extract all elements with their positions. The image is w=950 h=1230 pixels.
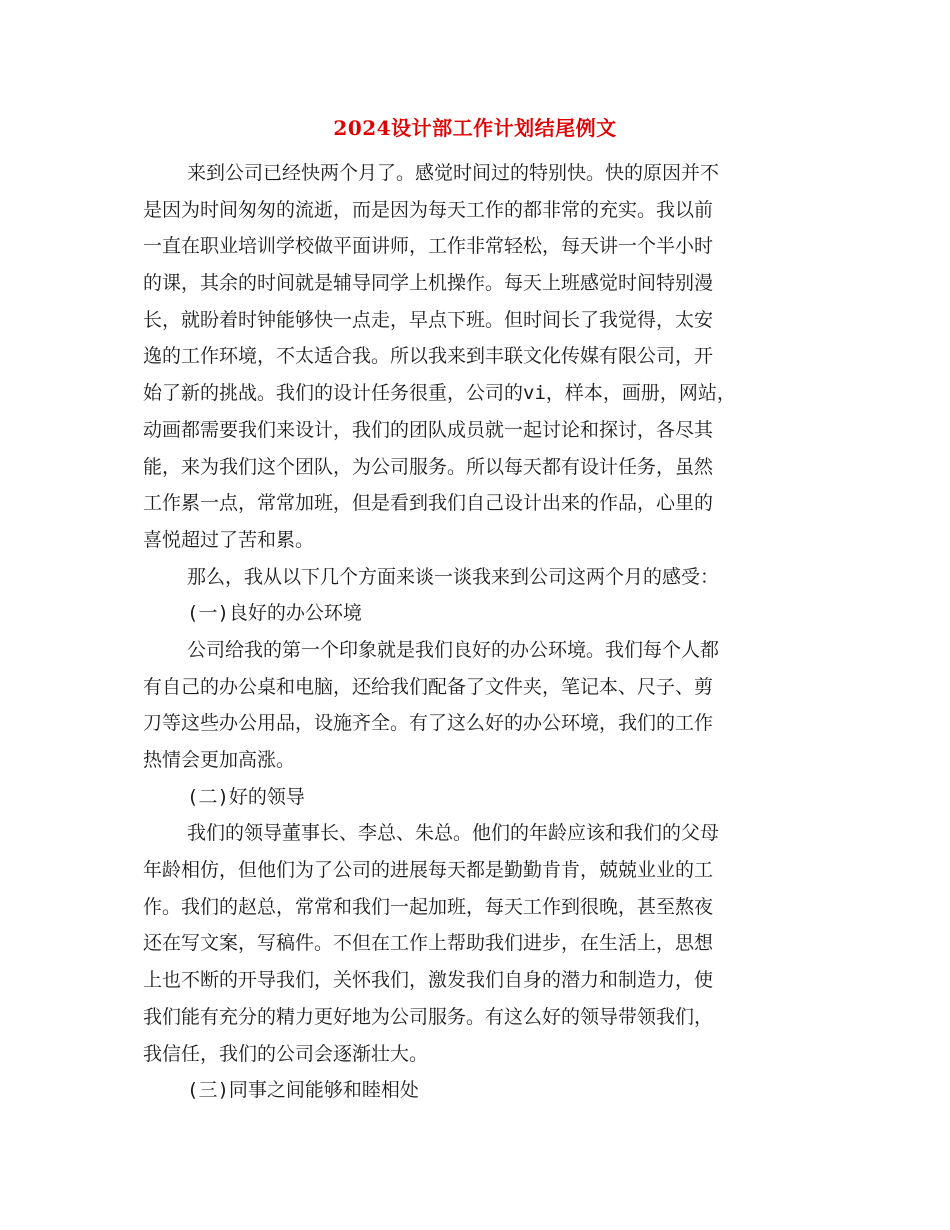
body-line: 公司给我的第一个印象就是我们良好的办公环境。我们每个人都	[187, 638, 720, 661]
body-line: 我们能有充分的精力更好地为公司服务。有这么好的领导带领我们，	[143, 1005, 714, 1028]
body-line: 长，就盼着时钟能够快一点走，早点下班。但时间长了我觉得，太安	[143, 308, 714, 331]
body-line: 来到公司已经快两个月了。感觉时间过的特别快。快的原因并不	[187, 162, 720, 184]
body-line: 逸的工作环境，不太适合我。所以我来到丰联文化传媒有限公司，开	[143, 345, 714, 368]
body-line: 是因为时间匆匆的流逝，而是因为每天工作的都非常的充实。我以前	[143, 198, 714, 221]
body-line: (一)良好的办公环境	[187, 602, 362, 625]
body-line: 热情会更加高涨。	[143, 749, 296, 771]
body-line: (二)好的领导	[187, 785, 305, 808]
body-line: 还在写文案，写稿件。不但在工作上帮助我们进步，在生活上，思想	[143, 932, 714, 955]
body-line: 上也不断的开导我们，关怀我们，激发我们自身的潜力和制造力，使	[143, 969, 714, 992]
body-line: 工作累一点，常常加班，但是看到我们自己设计出来的作品，心里的	[143, 492, 714, 515]
body-line: 始了新的挑战。我们的设计任务很重，公司的vi，样本，画册，网站，	[143, 382, 736, 405]
document-body	[143, 155, 808, 1109]
body-line: 我们的领导董事长、李总、朱总。他们的年龄应该和我们的父母	[187, 822, 720, 845]
body-line: 那么，我从以下几个方面来谈一谈我来到公司这两个月的感受：	[187, 565, 720, 588]
page-title: 2024设计部工作计划结尾例文	[333, 116, 617, 140]
body-line: (三)同事之间能够和睦相处	[187, 1079, 419, 1102]
body-line: 年龄相仿，但他们为了公司的进展每天都是勤勤肯肯，兢兢业业的工	[143, 859, 714, 882]
body-line: 我信任，我们的公司会逐渐壮大。	[143, 1042, 429, 1065]
body-line: 动画都需要我们来设计，我们的团队成员就一起讨论和探讨，各尽其	[143, 418, 714, 441]
body-line: 的课，其余的时间就是辅导同学上机操作。每天上班感觉时间特别漫	[143, 272, 714, 295]
body-line: 一直在职业培训学校做平面讲师，工作非常轻松，每天讲一个半小时	[143, 235, 714, 258]
body-line: 能，来为我们这个团队，为公司服务。所以每天都有设计任务，虽然	[143, 455, 714, 478]
body-line: 喜悦超过了苦和累。	[143, 528, 315, 551]
body-line: 有自己的办公桌和电脑，还给我们配备了文件夹，笔记本、尺子、剪	[143, 675, 714, 698]
body-line: 刀等这些办公用品，设施齐全。有了这么好的办公环境，我们的工作	[143, 712, 714, 735]
body-line: 作。我们的赵总，常常和我们一起加班，每天工作到很晚，甚至熬夜	[143, 895, 714, 918]
